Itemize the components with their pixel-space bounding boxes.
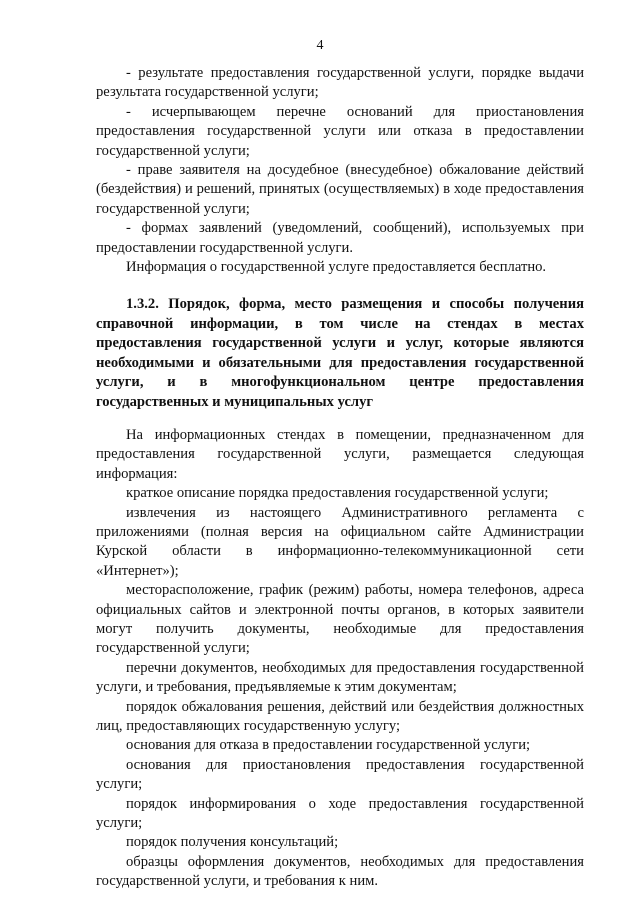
list-item: месторасположение, график (режим) работы, номера телефонов, адреса официальных сайтов и электронной почты органов, в которых заявители могут получить документы, необходимые для предоставления государственной услуги; <box>96 582 584 657</box>
document-body <box>96 64 584 892</box>
list-item: порядок обжалования решения, действий или бездействия должностных лиц, предоставляющих государственную услугу; <box>96 698 584 734</box>
list-item: порядок получения консультаций; <box>126 834 339 851</box>
stand-information-section <box>96 426 584 892</box>
list-item: - исчерпывающем перечне оснований для приостановления предоставления государственной услуги или отказа в предоставлении государственной услуги; <box>96 103 584 159</box>
section-heading: 1.3.2. Порядок, форма, место размещения и способы получения справочной информации, в том числе на стендах в местах предоставления государственной услуги и услуг, которые являются необходимыми и обязательными для предоставления государственной услуги, и в многофункциональном центре предоставления государственных и муниципальных услуг <box>96 296 584 410</box>
list-item: - праве заявителя на досудебное (внесудебное) обжалование действий (бездействия) и решений, принятых (осуществляемых) в ходе предоставления государственной услуги; <box>96 162 584 217</box>
list-item: извлечения из настоящего Административного регламента с приложениями (полная версия на официальном сайте Администрации Курской области в информационно-телекоммуникационной сети «Интернет»); <box>96 504 584 579</box>
list-item: краткое описание порядка предоставления государственной услуги; <box>126 485 549 502</box>
list-item: основания для приостановления предоставления государственной услуги; <box>96 756 584 793</box>
page-number: 4 <box>316 38 324 53</box>
list-item: основания для отказа в предоставлении государственной услуги; <box>126 737 531 754</box>
intro-paragraph: На информационных стендах в помещении, предназначенном для предоставления государственной услуги, размещается следующая информация: <box>96 426 584 482</box>
list-item: порядок информирования о ходе предоставления государственной услуги; <box>96 795 584 832</box>
list-item: образцы оформления документов, необходимых для предоставления государственной услуги, и требования к ним. <box>96 853 584 890</box>
information-list <box>96 64 584 277</box>
list-item: - формах заявлений (уведомлений, сообщений), используемых при предоставлении государственной услуги. <box>96 220 584 256</box>
free-info-paragraph: Информация о государственной услуге предоставляется бесплатно. <box>126 259 547 276</box>
list-item: перечни документов, необходимых для предоставления государственной услуги, и требования, предъявляемые к этим документам; <box>96 659 584 696</box>
list-item: - результате предоставления государственной услуги, порядке выдачи результата государственной услуги; <box>96 65 584 101</box>
